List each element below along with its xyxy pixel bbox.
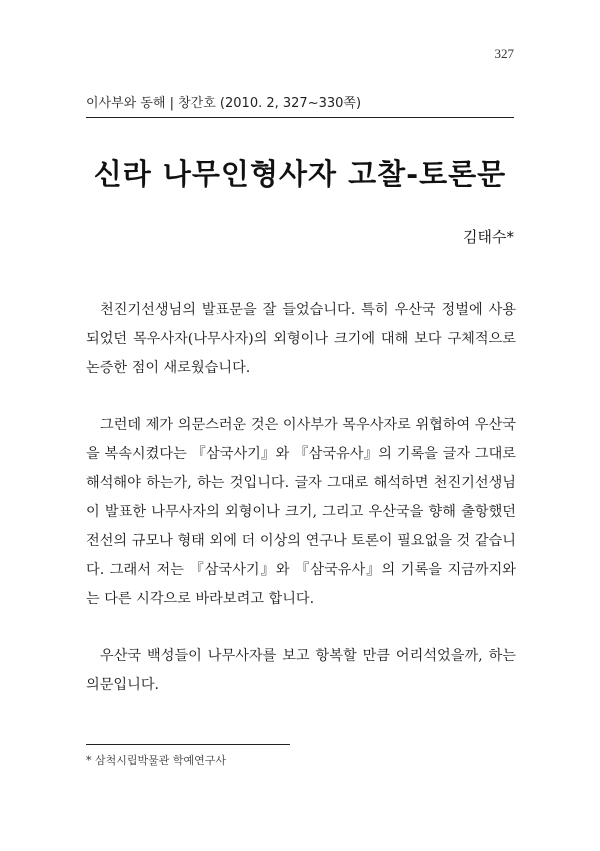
body-paragraph: 그런데 제가 의문스러운 것은 이사부가 목우사자로 위협하여 우산국을 복속시켰다는 『삼국사기』와 『삼국유사』의 기록을 글자 그대로 해석해야 하는가, 하는 것입니다. 글자 그대로 해석하면 천진기선생님이 발표한 나무사자의 외형이나 크기, 그리고 우산국을 향해 출항했던 전선의 규모나 형태 외에 더 이상의 연구나 토론이 필요없을 것 같습니다. 그래서 저는 『삼국사기』와 『삼국유사』의 기록을 지금까지와는 다른 시각으로 바라보려고 합니다. xyxy=(86,417,516,607)
page-number: 327 xyxy=(494,46,514,61)
article-title: 신라 나무인형사자 고찰-토론문 xyxy=(93,157,507,191)
article-body xyxy=(86,296,516,728)
body-paragraph: 천진기선생님의 발표문을 잘 들었습니다. 특히 우산국 정벌에 사용되었던 목우사자(나무사자)의 외형이나 크기에 대해 보다 구체적으로 논증한 점이 새로웠습니다. xyxy=(86,302,516,376)
footnote: * 삼척시립박물관 학예연구사 xyxy=(86,754,227,767)
body-paragraph: 우산국 백성들이 나무사자를 보고 항복할 만큼 어리석었을까, 하는 의문입니다. xyxy=(86,648,516,693)
footnote-divider xyxy=(86,744,290,745)
running-head: 이사부와 동해 | 창간호 (2010. 2, 327~330쪽) xyxy=(86,92,514,118)
author-name: 김태수* xyxy=(463,228,514,246)
